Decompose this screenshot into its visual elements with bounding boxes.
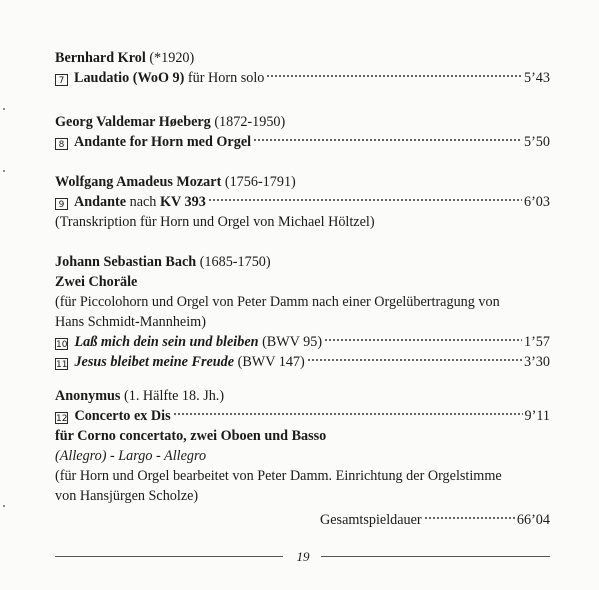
work-title: Zwei Choräle bbox=[55, 274, 138, 290]
arrangement-note-line1: (für Piccolohorn und Orgel von Peter Damm nach einer Orgelübertragung von bbox=[55, 294, 500, 310]
arrangement-note: (Transkription für Horn und Orgel von Michael Höltzel) bbox=[55, 214, 375, 230]
movements: (Allegro) - Largo - Allegro bbox=[55, 448, 207, 464]
track-row bbox=[55, 352, 550, 372]
scan-speck bbox=[3, 505, 5, 507]
track-row bbox=[55, 68, 550, 88]
footer-rule-right bbox=[321, 556, 550, 557]
track-title: Andante for Horn med Orgel bbox=[74, 134, 252, 150]
composer-name: Georg Valdemar Høeberg bbox=[55, 114, 211, 130]
composer-dates: (1872-1950) bbox=[210, 114, 286, 130]
page-footer bbox=[55, 546, 550, 566]
track-number-box: 11 bbox=[56, 360, 68, 370]
total-time: 66’04 bbox=[516, 512, 550, 528]
track-title: Laudatio (WoO 9) bbox=[74, 70, 185, 86]
track-title-mid: nach bbox=[126, 194, 160, 210]
track-row bbox=[55, 132, 550, 152]
total-duration-row bbox=[320, 510, 550, 530]
section-krol bbox=[55, 48, 550, 88]
composer-name: Wolfgang Amadeus Mozart bbox=[55, 174, 222, 190]
track-title: Concerto ex Dis bbox=[74, 408, 171, 424]
arrangement-note-line1: (für Horn und Orgel bearbeitet von Peter Damm. Einrichtung der Orgelstimme bbox=[55, 468, 502, 484]
track-duration: 5’43 bbox=[523, 70, 550, 86]
composer-dates: (1685-1750) bbox=[196, 254, 271, 270]
track-row bbox=[55, 406, 550, 426]
dot-leader bbox=[424, 515, 515, 521]
scoring: für Corno concertato, zwei Oboen und Basso bbox=[55, 428, 327, 444]
track-number-box: 7 bbox=[55, 74, 68, 86]
composer-dates: (1. Hälfte 18. Jh.) bbox=[120, 388, 225, 404]
track-title: Jesus bleibet meine Freude bbox=[74, 354, 235, 370]
track-duration: 5’50 bbox=[523, 134, 550, 150]
dot-leader bbox=[253, 137, 522, 143]
composer-dates: (1756-1791) bbox=[221, 174, 296, 190]
arrangement-note-line2: Hans Schmidt-Mannheim) bbox=[55, 314, 206, 330]
track-duration: 1’57 bbox=[523, 334, 550, 350]
dot-leader bbox=[208, 197, 522, 203]
section-mozart bbox=[55, 172, 550, 232]
dot-leader bbox=[324, 337, 522, 343]
composer-name: Anonymus bbox=[55, 388, 121, 404]
dot-leader bbox=[266, 73, 522, 79]
track-number-box: 8 bbox=[55, 138, 68, 150]
scan-speck bbox=[3, 108, 5, 110]
composer-name: Bernhard Krol bbox=[55, 50, 146, 66]
section-hoeberg bbox=[55, 112, 550, 152]
composer-dates: (*1920) bbox=[145, 50, 195, 66]
track-number-box: 10 bbox=[56, 340, 68, 350]
dot-leader bbox=[173, 411, 523, 417]
arrangement-note-line2: von Hansjürgen Scholze) bbox=[55, 488, 199, 504]
tracklist-page bbox=[55, 0, 550, 590]
total-label: Gesamtspieldauer bbox=[320, 512, 422, 528]
track-duration: 6’03 bbox=[523, 194, 550, 210]
section-bach bbox=[55, 252, 550, 372]
section-anonymus bbox=[55, 386, 550, 506]
track-row bbox=[55, 332, 550, 352]
track-title: Andante bbox=[74, 194, 127, 210]
track-number-box: 12 bbox=[56, 414, 68, 424]
track-bwv: (BWV 95) bbox=[258, 334, 323, 350]
track-title: Laß mich dein sein und bleiben bbox=[74, 334, 259, 350]
track-bwv: (BWV 147) bbox=[234, 354, 305, 370]
page-number: 19 bbox=[296, 549, 310, 564]
track-duration: 3’30 bbox=[523, 354, 550, 370]
track-duration: 9’11 bbox=[524, 408, 550, 424]
footer-rule-left bbox=[55, 556, 283, 557]
track-title-suffix: für Horn solo bbox=[184, 70, 265, 86]
track-title-kv: KV 393 bbox=[159, 194, 206, 210]
track-number-box: 9 bbox=[55, 198, 68, 210]
scan-speck bbox=[3, 170, 5, 172]
composer-name: Johann Sebastian Bach bbox=[55, 254, 197, 270]
dot-leader bbox=[307, 357, 522, 363]
track-row bbox=[55, 192, 550, 212]
